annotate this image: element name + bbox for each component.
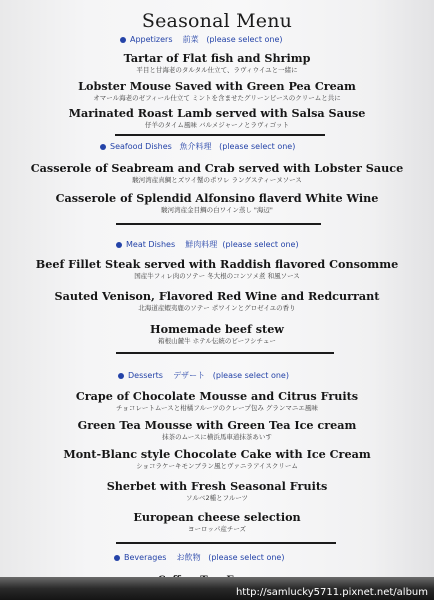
section-label-jp: お飲物 [176, 553, 201, 562]
dish-subtitle: 国産牛フィレ肉のソテー 冬大根のコンソメ煮 和風ソース [134, 272, 300, 280]
dish-subtitle: ヨーロッパ産チーズ [187, 525, 247, 533]
section-header-appetizers [0, 34, 434, 45]
bullet-dot-icon [100, 144, 106, 150]
section-label-jp: デザート [173, 371, 206, 380]
bullet-dot-icon [118, 373, 124, 379]
dish-title: Beef Fillet Steak served with Raddish flavored Consomme [35, 257, 399, 271]
section-header-desserts [0, 370, 434, 381]
section-note: (please select one) [219, 142, 296, 151]
section-label-en: Seafood Dishes [110, 142, 172, 151]
dish-title: Marinated Roast Lamb served with Salsa Sause [68, 106, 366, 120]
section-label-jp: 鮮肉料理 [185, 240, 218, 249]
section-header-seafood [0, 141, 434, 152]
dish-subtitle: 仔羊のタイム風味 バルメジャーノとラヴィゴット [145, 121, 289, 129]
dish-subtitle: 抹茶のムースに横浜馬車道抹茶あいす [162, 433, 272, 441]
dish-subtitle: オマール海老のゼフィール仕立て ミントを含ませたグリーンピースのクリームと共に [93, 94, 341, 102]
section-note: (please select one) [206, 35, 283, 44]
dish-title: Tartar of Flat fish and Shrimp [123, 51, 311, 65]
dish-title: Casserole of Seabream and Crab served with Lobster Sauce [30, 161, 404, 175]
section-label-en: Meat Dishes [126, 240, 176, 249]
dish-title: Homemade beef stew [150, 322, 284, 336]
dish-title: Green Tea Mousse with Green Tea Ice cream [77, 418, 357, 432]
dish-title: Crape of Chocolate Mousse and Citrus Fruits [75, 389, 359, 403]
menu-title: Seasonal Menu [141, 10, 293, 32]
dish-title: Lobster Mouse Saved with Green Pea Cream [78, 79, 356, 93]
section-divider [116, 223, 321, 225]
section-divider [116, 542, 336, 544]
dish-subtitle: ソルベ2種とフルーツ [185, 494, 249, 502]
bullet-dot-icon [120, 37, 126, 43]
section-label-en: Appetizers [130, 35, 173, 44]
section-header-beverages [0, 552, 434, 563]
section-label-en: Beverages [124, 553, 167, 562]
dish-subtitle: 平目と甘海老のタルタル仕立て、ラヴィウイユと一緒に [136, 66, 298, 74]
dish-title: Casserole of Splendid Alfonsino flaverd White Wine [55, 191, 379, 205]
section-header-meat [0, 239, 434, 250]
section-label-jp: 魚介料理 [179, 142, 212, 151]
dish-title: Mont-Blanc style Chocolate Cake with Ice Cream [63, 447, 371, 461]
dish-title: Sauted Venison, Flavored Red Wine and Redcurrant [54, 289, 380, 303]
watermark-url: http://samlucky5711.pixnet.net/album [235, 587, 428, 598]
dish-title: European cheese selection [133, 510, 301, 524]
section-divider [115, 134, 325, 136]
dish-subtitle: 北海道産蝦夷鹿のソテー ポワインとグロゼイユの香り [138, 304, 296, 312]
dish-subtitle: 駿河湾産真鯛とズワイ蟹のポワレ ラングスティーヌソース [132, 176, 302, 184]
dish-subtitle: チョコレートムースと柑橘フルーツのクレープ包み グランマニエ風味 [116, 404, 318, 412]
dish-subtitle: ショコラケーキモンブラン風とヴァニラアイスクリーム [136, 462, 298, 470]
dish-title: Sherbet with Fresh Seasonal Fruits [106, 479, 328, 493]
bullet-dot-icon [114, 555, 120, 561]
dish-subtitle: 箱根山麓牛 ホテル伝統のビーフシチュー [158, 337, 276, 345]
section-note: (please select one) [222, 240, 299, 249]
bullet-dot-icon [116, 242, 122, 248]
section-divider [116, 352, 334, 354]
section-note: (please select one) [208, 553, 285, 562]
section-label-jp: 前菜 [182, 35, 199, 44]
dish-subtitle: 駿河湾産金目鯛の白ワイン蒸し "海辺" [161, 206, 273, 214]
section-label-en: Desserts [128, 371, 163, 380]
section-note: (please select one) [212, 371, 289, 380]
